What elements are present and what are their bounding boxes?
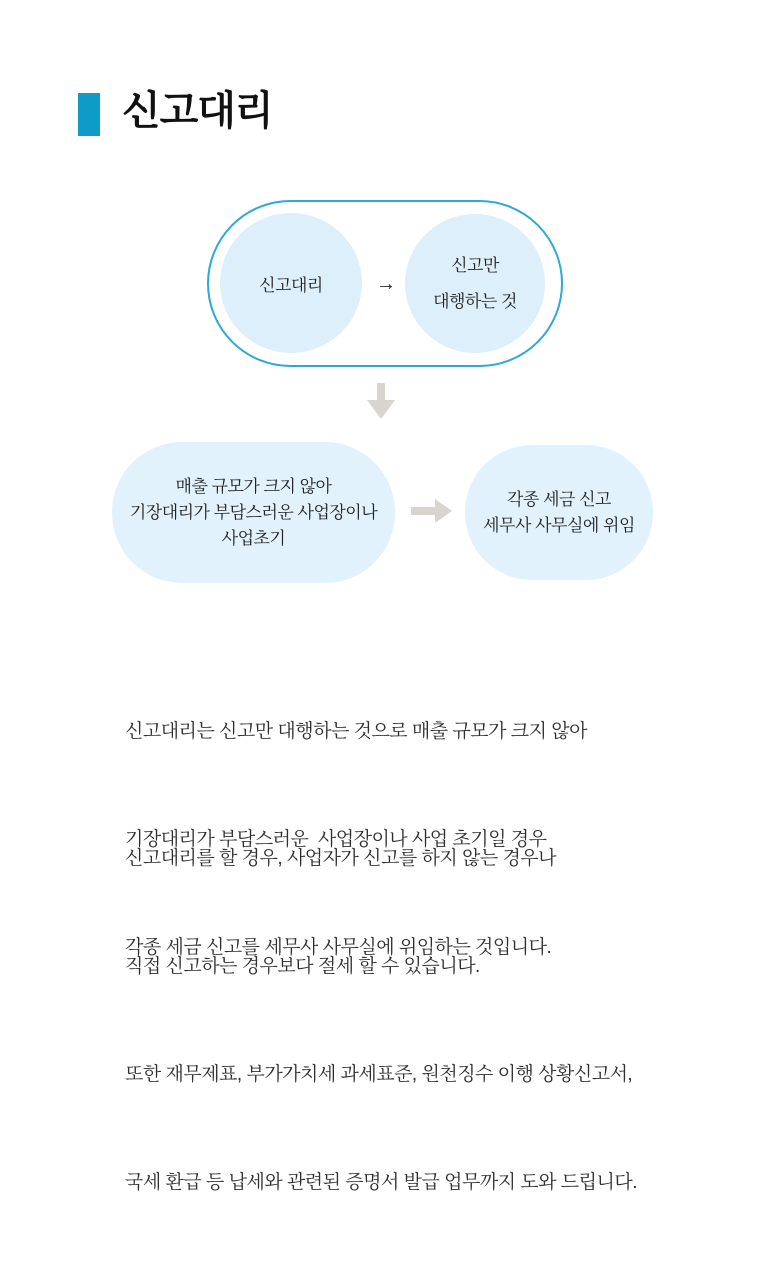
text-line: 신고대리는 신고만 대행하는 것으로 매출 규모가 크지 않아 (125, 721, 587, 742)
text-line: 기장대리가 부담스러운 사업장이나 사업 초기일 경우 (125, 829, 547, 850)
page-title: 신고대리 (122, 89, 273, 133)
definition-term-label: 신고대리 (259, 275, 323, 295)
flow-effect-line: 세무사 사무실에 위임 (483, 515, 635, 535)
flow-cause-line: 기장대리가 부담스러운 사업장이나 (129, 502, 378, 522)
down-arrow-icon (365, 383, 397, 419)
flow-cause-line: 매출 규모가 크지 않아 (175, 476, 332, 496)
body-paragraph-2 (125, 769, 637, 1273)
right-arrow-glyph-icon: → (376, 273, 396, 295)
text-line: 국세 환급 등 납세와 관련된 증명서 발급 업무까지 도와 드립니다. (125, 1172, 637, 1193)
definition-term-circle (220, 213, 362, 353)
flow-effect-blob (465, 445, 653, 580)
definition-meaning-line: 신고만 (451, 255, 499, 275)
flow-cause-blob (112, 442, 395, 583)
definition-meaning-circle (405, 214, 545, 353)
text-line: 신고대리를 할 경우, 사업자가 신고를 하지 않는 경우나 (125, 848, 557, 869)
title-accent-bar (78, 93, 100, 136)
flow-cause-line: 사업초기 (221, 528, 286, 548)
flow-effect-line: 각종 세금 신고 (507, 489, 611, 509)
definition-diagram (207, 200, 563, 367)
definition-meaning-line: 대행하는 것 (433, 291, 517, 311)
text-line: 또한 재무제표, 부가가치세 과세표준, 원천징수 이행 상황신고서, (125, 1064, 633, 1085)
text-line: 각종 세금 신고를 세무사 사무실에 위임하는 것입니다. (125, 937, 552, 958)
right-arrow-icon (411, 499, 452, 523)
text-line: 직접 신고하는 경우보다 절세 할 수 있습니다. (125, 956, 480, 977)
